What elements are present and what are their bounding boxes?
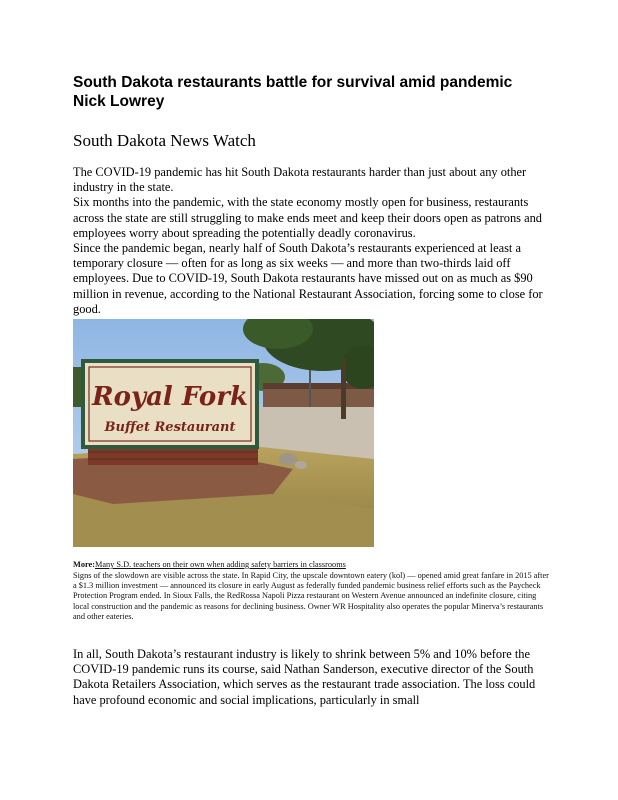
headline-text: South Dakota restaurants battle for survival amid pandemic — [73, 74, 513, 91]
more-label: More: — [73, 560, 95, 569]
restaurant-sign-photo — [73, 319, 374, 547]
sign-text-line1: Royal Fork — [92, 382, 248, 412]
body-paragraph: Since the pandemic began, nearly half of South Dakota’s restaurants experienced at least a temporary closure — often for as long as six weeks — and more than two-thirds laid off employees. Due to COVID-19, South Dakota restaurants have missed out on as much as $90 million in revenue, according to the National Restaurant Association, forcing some to close for good. — [73, 241, 543, 316]
author-byline: Nick Lowrey — [73, 93, 165, 110]
body-paragraph: Six months into the pandemic, with the state economy mostly open for business, restaurants across the state are still struggling to make ends meet and keep their doors open as patrons and employees worry about spreading the potentially deadly coronavirus. — [73, 195, 542, 240]
sign-text-line2: Buffet Restaurant — [104, 420, 236, 435]
article-headline — [73, 73, 573, 111]
news-source: South Dakota News Watch — [73, 131, 256, 150]
body-paragraph: The COVID-19 pandemic has hit South Dakota restaurants harder than just about any other industry in the state. — [73, 165, 527, 195]
photo-caption: Signs of the slowdown are visible across the state. In Rapid City, the upscale downtown eatery (kol) — opened amid great fanfare in 2015 after a $1.3 million investment — announced its closure in early August as federally funded pandemic business relief efforts such as the Paycheck Protection Program ended. In Sioux Falls, the RedRossa Napoli Pizza restaurant on Western Avenue announced an indefinite closure, citing local construction and the pandemic as reasons for declining business. Owner WR Hospitality also operates the popular Minerva’s restaurants and other eateries. — [73, 571, 549, 621]
article-body-top — [73, 165, 558, 317]
article-body-bottom — [73, 647, 558, 708]
more-link[interactable]: Many S.D. teachers on their own when adding safety barriers in classrooms — [94, 560, 346, 569]
body-paragraph: In all, South Dakota’s restaurant industry is likely to shrink between 5% and 10% before the COVID-19 pandemic runs its course, said Nathan Sanderson, executive director of the South Dakota Retailers Association, which serves as the restaurant trade association. The loss could have profound economic and social implications, particularly in small — [73, 647, 536, 707]
more-link-line — [73, 560, 553, 570]
